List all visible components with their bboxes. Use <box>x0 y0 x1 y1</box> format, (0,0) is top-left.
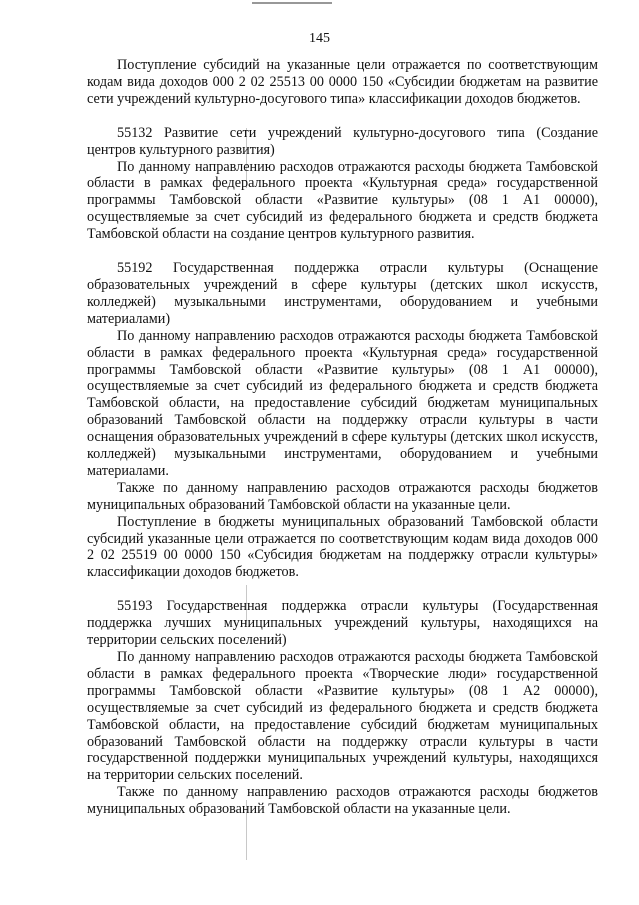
paragraph-55193-description: По данному направлению расходов отражаются расходы бюджета Тамбовской области в рамках федерального проекта «Творческие люди» государственной программы Тамбовской области «Развитие культуры» (08 1 А2 00000), осуществляемые за счет субсидий из федерального бюджета и средств бюджета Тамбовской области, на предоставление субсидий бюджетам муниципальных образований Тамбовской области на поддержку отрасли культуры в части государственной поддержки муниципальных учреждений культуры, находящихся на территории сельских поселений. <box>87 649 598 784</box>
paragraph-55192-description: По данному направлению расходов отражаются расходы бюджета Тамбовской области в рамках федерального проекта «Культурная среда» государственной программы Тамбовской области «Развитие культуры» (08 1 А1 00000), осуществляемые за счет субсидий из федерального бюджета и средств бюджета Тамбовской области, на предоставление субсидий бюджетам муниципальных образований Тамбовской области на поддержку отрасли культуры в части оснащения образовательных учреждений в сфере культуры (детских школ искусств, колледжей) музыкальными инструментами, оборудованием и учебными материалами. <box>87 327 598 479</box>
document-body <box>87 57 598 818</box>
paragraph-income-subsidies: Поступление субсидий на указанные цели отражается по соответствующим кодам вида доходов 000 2 02 25513 00 0000 150 «Субсидии бюджетам на развитие сети учреждений культурно-досугового типа» классификации доходов бюджетов. <box>87 57 598 107</box>
paragraph-55192-income: Поступление в бюджеты муниципальных образований Тамбовской области субсидий указанные цели отражается по соответствующим кодам вида доходов 000 2 02 25519 00 0000 150 «Субсидия бюджетам на поддержку отрасли культуры» классификации доходов бюджетов. <box>87 513 598 581</box>
paragraph-55132-description: По данному направлению расходов отражаются расходы бюджета Тамбовской области в рамках федерального проекта «Культурная среда» государственной программы Тамбовской области «Развитие культуры» (08 1 А1 00000), осуществляемые за счет субсидий из федерального бюджета и средств бюджета Тамбовской области на создание центров культурного развития. <box>87 158 598 243</box>
paragraph-55193-municipal: Также по данному направлению расходов отражаются расходы бюджетов муниципальных образований Тамбовской области на указанные цели. <box>87 784 598 818</box>
page-number: 145 <box>309 31 330 46</box>
section-heading-55192: 55192 Государственная поддержка отрасли культуры (Оснащение образовательных учреждений в сфере культуры (детских школ искусств, колледжей) музыкальными инструментами, оборудованием и учебными материалами) <box>87 260 598 327</box>
paragraph-55192-municipal: Также по данному направлению расходов отражаются расходы бюджетов муниципальных образований Тамбовской области на указанные цели. <box>87 479 598 513</box>
section-heading-55132: 55132 Развитие сети учреждений культурно-досугового типа (Создание центров культурного развития) <box>87 124 598 158</box>
scan-top-mark <box>252 2 332 4</box>
section-heading-55193: 55193 Государственная поддержка отрасли культуры (Государственная поддержка лучших муниципальных учреждений культуры, находящихся на территории сельских поселений) <box>87 598 598 649</box>
